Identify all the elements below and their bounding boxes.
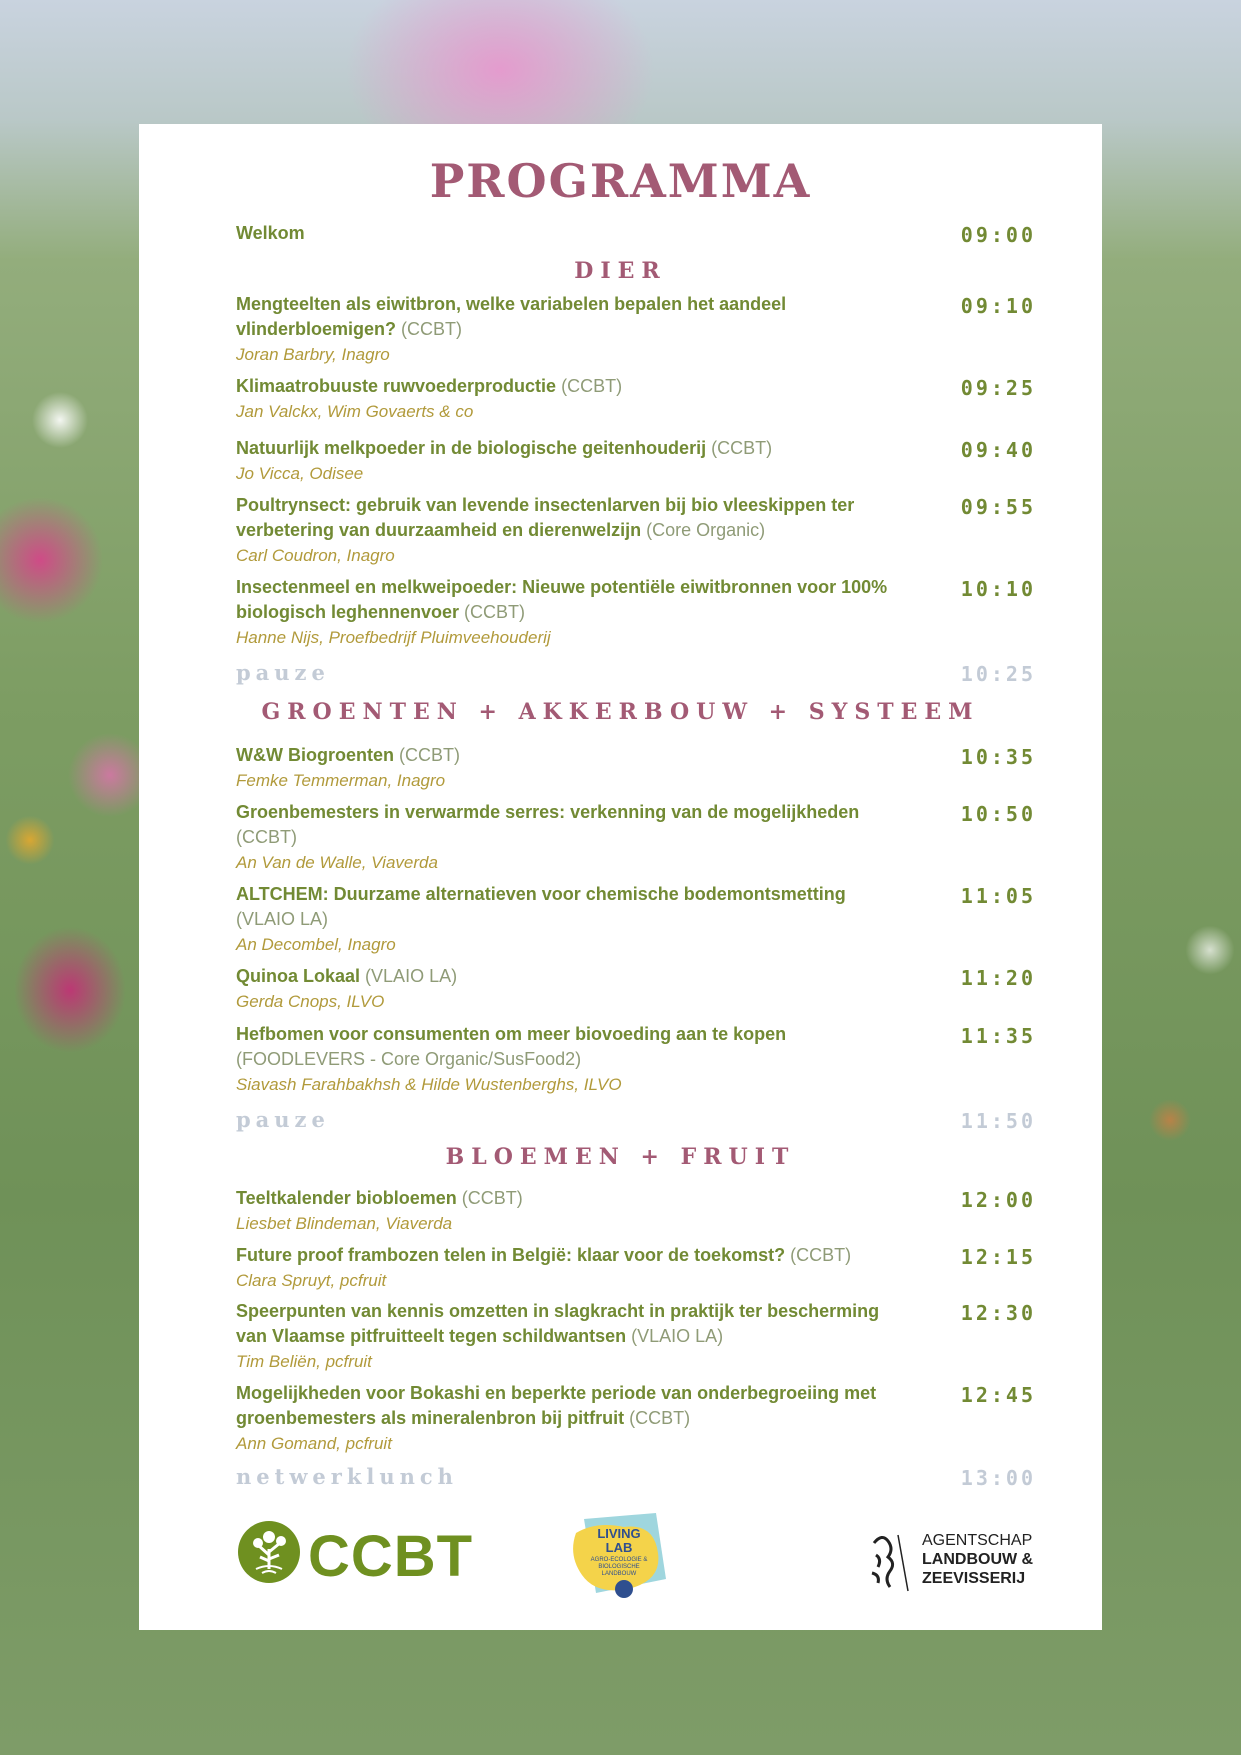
talk-speaker: An Van de Walle, Viaverda xyxy=(236,853,438,872)
welcome-time: 09:00 xyxy=(960,223,1036,247)
living-lab-logo xyxy=(566,1509,672,1601)
talk-time: 10:50 xyxy=(960,802,1036,826)
talk-org: (CCBT) xyxy=(401,319,463,339)
talk-org: (CCBT) xyxy=(561,376,623,396)
talk-title: ALTCHEM: Duurzame alternatieven voor chemische bodemontsmetting xyxy=(236,884,846,904)
talk-org: (Core Organic) xyxy=(646,520,766,540)
break-row xyxy=(236,660,1036,685)
section-groenten: GROENTEN + AKKERBOUW + SYSTEEM xyxy=(261,699,980,725)
program-item xyxy=(236,1299,1036,1374)
program-item xyxy=(236,575,1036,650)
talk-time: 09:25 xyxy=(960,376,1036,400)
talk-org: (CCBT) xyxy=(790,1245,852,1265)
talk-org: (CCBT) xyxy=(629,1408,691,1428)
break-row xyxy=(236,1464,1036,1489)
welcome-label: Welkom xyxy=(236,223,305,243)
talk-time: 11:35 xyxy=(960,1024,1036,1048)
talk-speaker: Ann Gomand, pcfruit xyxy=(236,1434,392,1453)
talk-speaker: Hanne Nijs, Proefbedrijf Pluimveehouderij xyxy=(236,628,551,647)
break-time: 11:50 xyxy=(960,1109,1036,1133)
program-item xyxy=(236,436,1036,486)
talk-title: Speerpunten van kennis omzetten in slagkracht in praktijk ter bescherming van Vlaamse pitfruitteelt tegen schildwantsen xyxy=(236,1301,880,1346)
living-lab-sub: AGRO-ECOLOGIE & BIOLOGISCHE LANDBOUW xyxy=(590,1557,648,1577)
talk-title: Hefbomen voor consumenten om meer biovoeding aan te kopen xyxy=(236,1024,787,1044)
talk-speaker: An Decombel, Inagro xyxy=(236,935,396,954)
talk-title: Future proof frambozen telen in België: klaar voor de toekomst? xyxy=(236,1245,786,1265)
talk-org: (CCBT) xyxy=(461,1188,523,1208)
talk-speaker: Jan Valckx, Wim Govaerts & co xyxy=(236,402,474,421)
program-item xyxy=(236,1186,1036,1236)
logo-strip xyxy=(236,1519,1036,1609)
program-item xyxy=(236,882,1036,957)
talk-org: (CCBT) xyxy=(236,827,297,847)
program-item xyxy=(236,964,1036,1014)
break-label: netwerklunch xyxy=(236,1464,458,1489)
talk-speaker: Jo Vicca, Odisee xyxy=(236,464,364,483)
talk-title: Mengteelten als eiwitbron, welke variabelen bepalen het aandeel vlinderbloemigen? xyxy=(236,294,787,339)
talk-time: 11:05 xyxy=(960,884,1036,908)
talk-speaker: Liesbet Blindeman, Viaverda xyxy=(236,1214,453,1233)
break-label: pauze xyxy=(236,660,330,685)
agentschap-line1: AGENTSCHAP xyxy=(922,1532,1033,1549)
talk-speaker: Gerda Cnops, ILVO xyxy=(236,992,385,1011)
talk-time: 09:10 xyxy=(960,294,1036,318)
talk-org: (VLAIO LA) xyxy=(631,1326,724,1346)
talk-time: 12:30 xyxy=(960,1301,1036,1325)
program-item xyxy=(236,292,1036,367)
talk-time: 09:40 xyxy=(960,438,1036,462)
program-item xyxy=(236,1381,1036,1456)
talk-org: (VLAIO LA) xyxy=(365,966,458,986)
talk-title: Mogelijkheden voor Bokashi en beperkte periode van onderbegroeiing met groenbemesters als mineralenbron bij pitfruit xyxy=(236,1383,877,1428)
talk-org: (CCBT) xyxy=(399,745,460,765)
break-row xyxy=(236,1107,1036,1132)
talk-org: (CCBT) xyxy=(711,438,773,458)
program-item xyxy=(236,1022,1036,1097)
talk-time: 10:35 xyxy=(960,745,1036,769)
talk-time: 09:55 xyxy=(960,495,1036,519)
page-title: PROGRAMMA xyxy=(429,154,812,208)
talk-time: 12:15 xyxy=(960,1245,1036,1269)
talk-title: Natuurlijk melkpoeder in de biologische geitenhouderij xyxy=(236,438,707,458)
ccbt-logo xyxy=(236,1519,476,1594)
living-lab-line2: LAB xyxy=(605,1540,633,1555)
agentschap-line3: ZEEVISSERIJ xyxy=(922,1570,1026,1587)
agentschap-line2: LANDBOUW & xyxy=(922,1551,1034,1568)
welcome-row xyxy=(236,221,1036,246)
program-item xyxy=(236,800,1036,875)
talk-time: 11:20 xyxy=(960,966,1036,990)
talk-speaker: Siavash Farahbakhsh & Hilde Wustenberghs, ILVO xyxy=(236,1075,622,1094)
section-dier: DIER xyxy=(574,258,667,284)
talk-speaker: Tim Beliën, pcfruit xyxy=(236,1352,372,1371)
tree-icon xyxy=(236,1519,302,1585)
talk-title: Insectenmeel en melkweipoeder: Nieuwe potentiële eiwitbronnen voor 100% biologisch leghennenvoer xyxy=(236,577,888,622)
talk-speaker: Clara Spruyt, pcfruit xyxy=(236,1271,387,1290)
talk-speaker: Joran Barbry, Inagro xyxy=(236,345,390,364)
talk-title: Quinoa Lokaal xyxy=(236,966,361,986)
program-item xyxy=(236,1243,1036,1293)
talk-title: Klimaatrobuuste ruwvoederproductie xyxy=(236,376,557,396)
talk-time: 12:00 xyxy=(960,1188,1036,1212)
talk-title: Groenbemesters in verwarmde serres: verkenning van de mogelijkheden xyxy=(236,802,860,822)
break-time: 13:00 xyxy=(960,1466,1036,1490)
talk-org: (CCBT) xyxy=(464,602,526,622)
talk-time: 12:45 xyxy=(960,1383,1036,1407)
talk-title: Poultrynsect: gebruik van levende insectenlarven bij bio vleeskippen ter verbetering van duurzaamheid en dierenwelzijn xyxy=(236,495,855,540)
talk-speaker: Carl Coudron, Inagro xyxy=(236,546,395,565)
talk-org: (VLAIO LA) xyxy=(236,909,329,929)
program-card xyxy=(139,124,1102,1630)
talk-speaker: Femke Temmerman, Inagro xyxy=(236,771,446,790)
living-lab-line1: LIVING xyxy=(597,1526,641,1541)
program-item xyxy=(236,743,1036,793)
agentschap-logo xyxy=(866,1529,1036,1599)
talk-time: 10:10 xyxy=(960,577,1036,601)
break-label: pauze xyxy=(236,1107,330,1132)
program-item xyxy=(236,374,1036,424)
talk-org: (FOODLEVERS - Core Organic/SusFood2) xyxy=(236,1049,582,1069)
section-bloemen: BLOEMEN + FRUIT xyxy=(445,1144,796,1170)
talk-title: W&W Biogroenten xyxy=(236,745,394,765)
program-item xyxy=(236,493,1036,568)
ccbt-wordmark: CCBT xyxy=(308,1524,474,1589)
lion-icon xyxy=(866,1529,916,1593)
break-time: 10:25 xyxy=(960,662,1036,686)
talk-title: Teeltkalender biobloemen xyxy=(236,1188,457,1208)
